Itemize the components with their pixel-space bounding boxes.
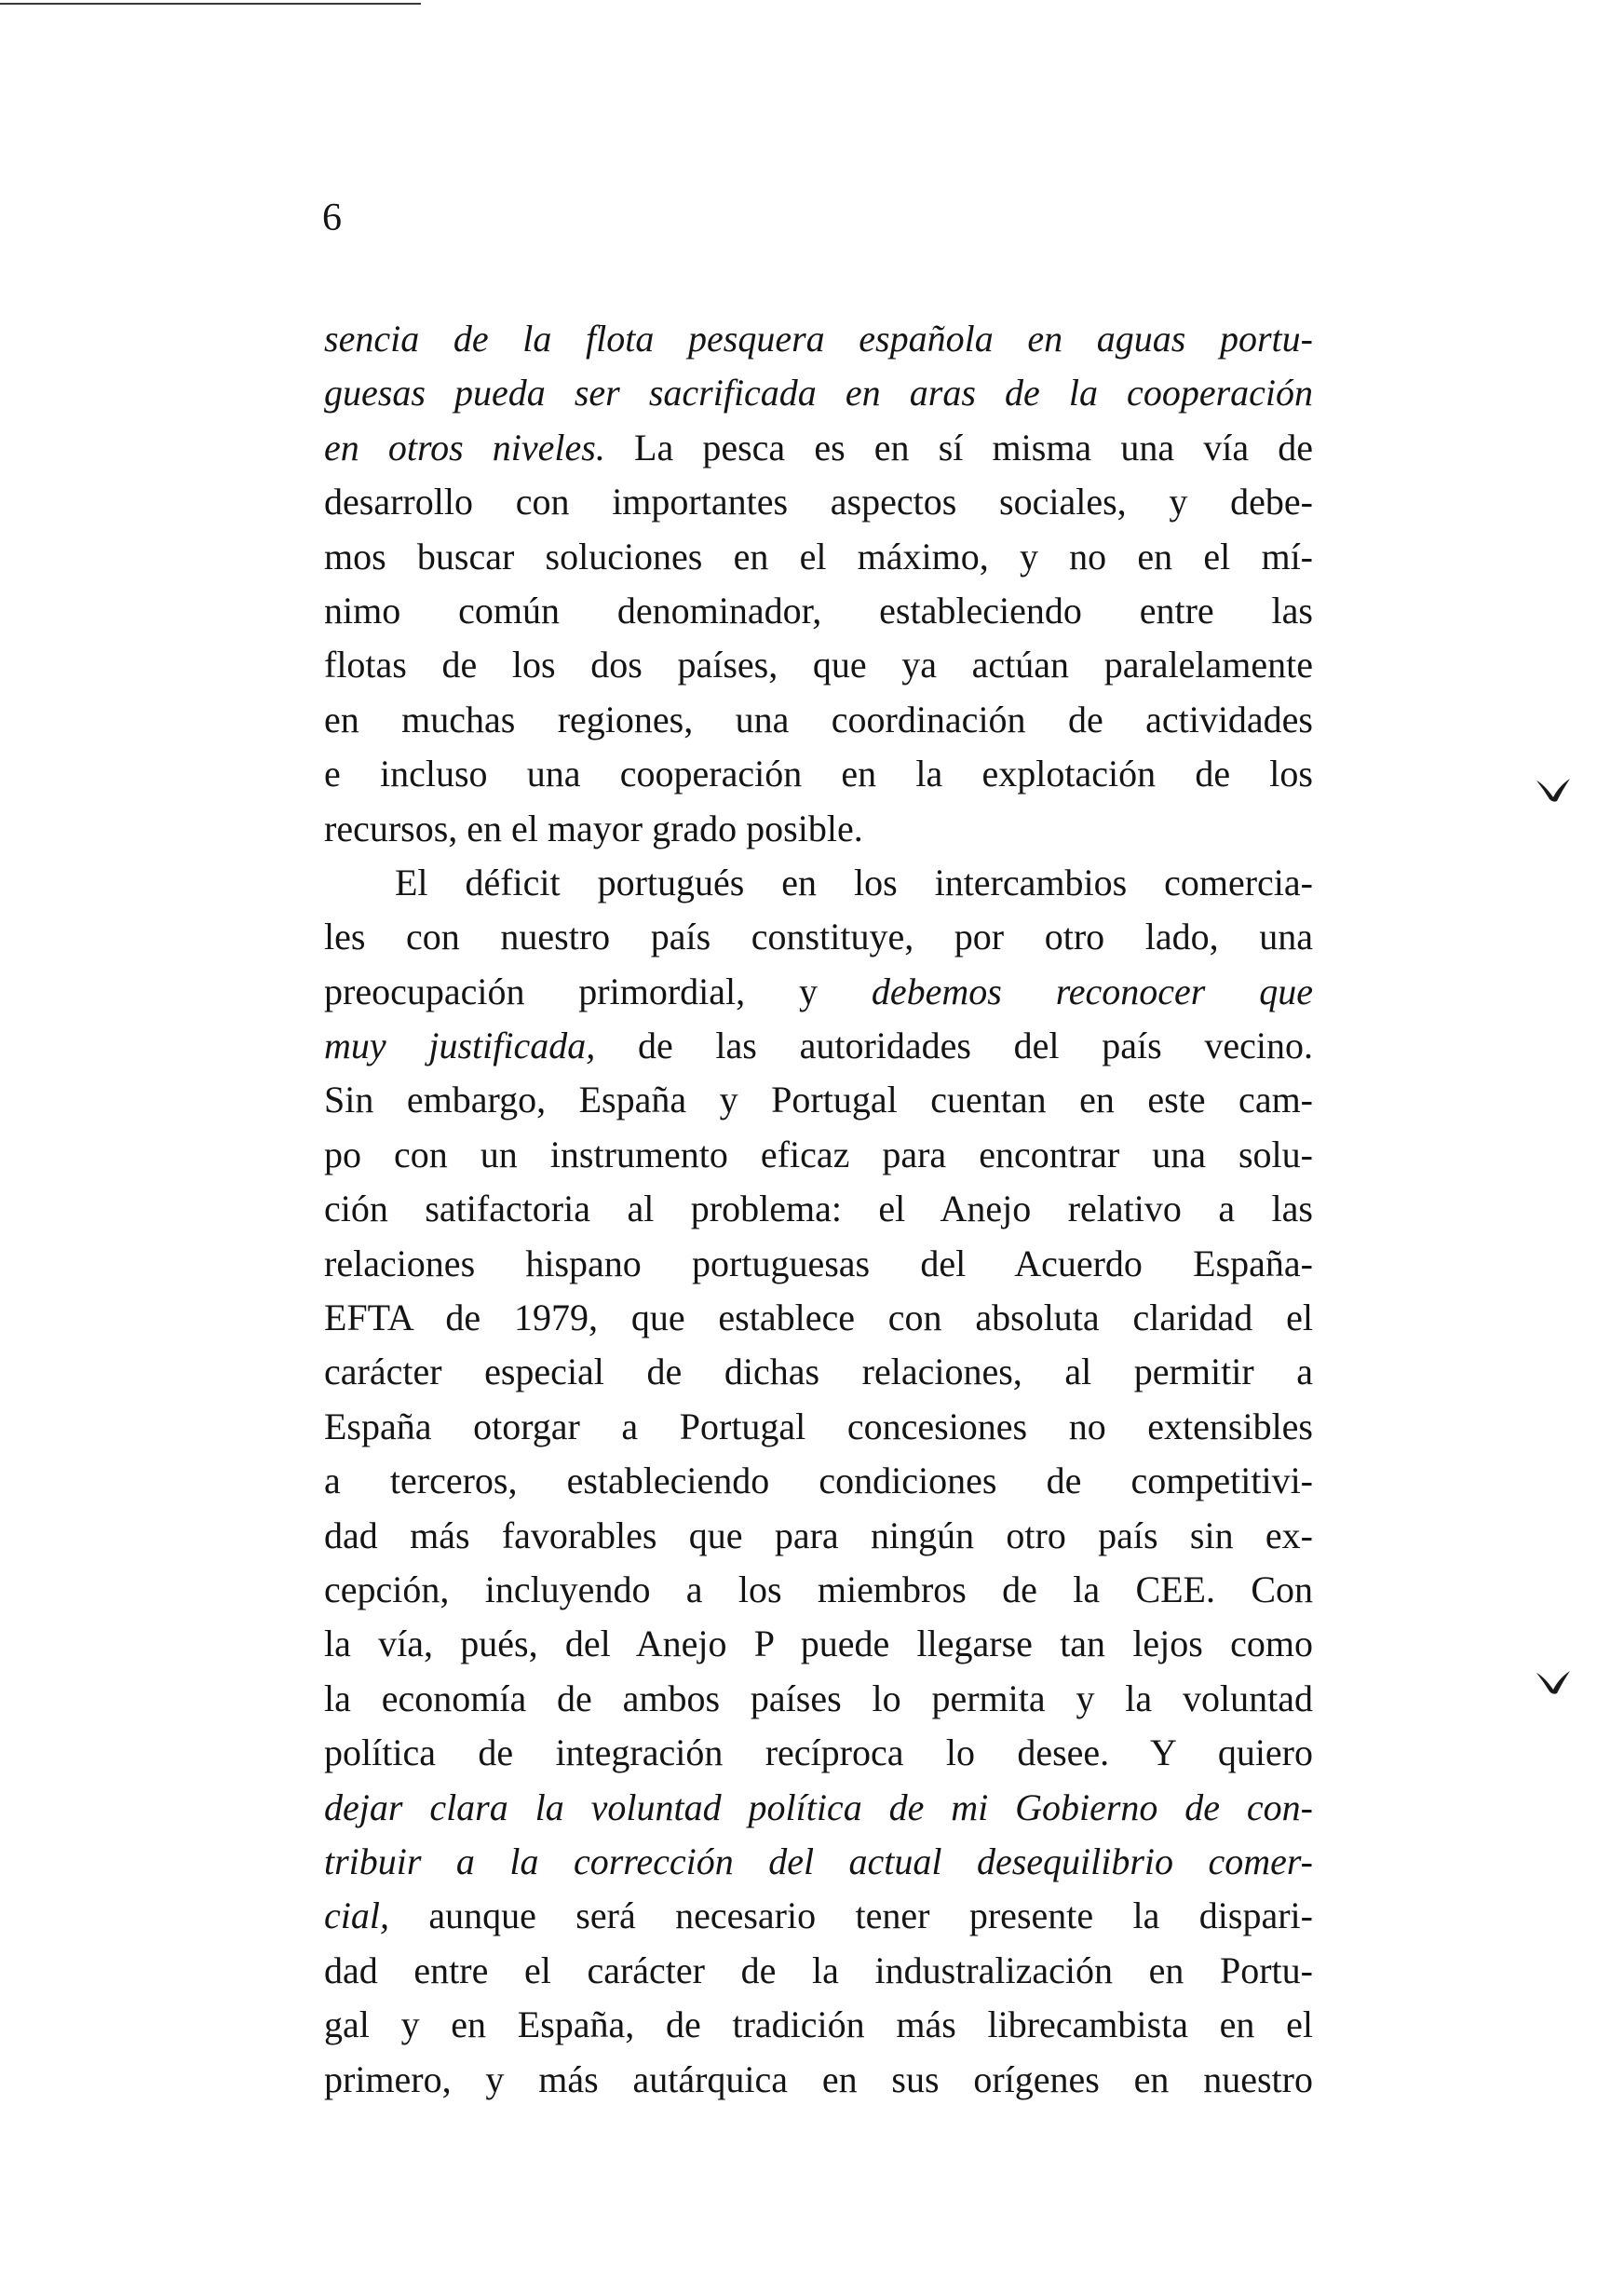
text-line	[324, 856, 1313, 910]
text-line	[324, 1400, 1313, 1454]
text-segment: cepción, incluyendo a los miembros de la CEE. Con	[324, 1568, 1313, 1610]
text-segment: carácter especial de dichas relaciones, al permitir a	[324, 1351, 1313, 1393]
text-segment: debemos reconocer que	[871, 970, 1313, 1012]
text-segment: a terceros, estableciendo condiciones de competitivi-	[324, 1460, 1313, 1502]
text-segment: dad más favorables que para ningún otro país sin ex-	[324, 1514, 1313, 1556]
text-segment: recursos, en el mayor grado posible.	[324, 807, 863, 849]
text-segment: la vía, pués, del Anejo P puede llegarse tan lejos como	[324, 1623, 1313, 1665]
text-segment: España otorgar a Portugal concesiones no extensibles	[324, 1405, 1313, 1447]
text-line	[324, 693, 1313, 747]
text-segment: ción satifactoria al problema: el Anejo relativo a las	[324, 1188, 1313, 1230]
text-line	[324, 1182, 1313, 1236]
text-line	[324, 910, 1313, 964]
text-line	[324, 584, 1313, 638]
text-segment: El déficit portugués en los intercambios comercia-	[395, 861, 1313, 903]
text-line	[324, 1672, 1313, 1726]
body-text	[324, 312, 1313, 2107]
text-line	[324, 747, 1313, 801]
text-line	[324, 1617, 1313, 1671]
text-line	[324, 638, 1313, 692]
text-segment: les con nuestro país constituye, por otro lado, una	[324, 916, 1313, 958]
text-segment: en muchas regiones, una coordinación de actividades	[324, 698, 1313, 740]
text-segment: en otros niveles.	[324, 426, 605, 469]
text-line	[324, 802, 1313, 856]
text-segment: dejar clara la voluntad política de mi Gobierno de con-	[324, 1786, 1313, 1828]
text-line	[324, 2053, 1313, 2107]
text-segment: cial,	[324, 1894, 389, 1937]
text-segment: aunque será necesario tener presente la dispari-	[388, 1894, 1313, 1937]
text-line	[324, 1781, 1313, 1835]
text-segment: dad entre el carácter de la industralización en Portu-	[324, 1949, 1313, 1991]
text-segment: política de integración recíproca lo desee. Y quiero	[324, 1731, 1313, 1774]
text-segment: gal y en España, de tradición más librecambista en el	[324, 2003, 1313, 2046]
text-line	[324, 475, 1313, 529]
text-segment: flotas de los dos países, que ya actúan paralelamente	[324, 644, 1313, 686]
page-number: 6	[322, 197, 342, 239]
text-line	[324, 1889, 1313, 1943]
text-line	[324, 1454, 1313, 1508]
text-line	[324, 421, 1313, 475]
margin-mark-icon	[1535, 1667, 1572, 1695]
top-rule	[0, 3, 421, 5]
text-segment: la economía de ambos países lo permita y la voluntad	[324, 1677, 1313, 1719]
text-line	[324, 1019, 1313, 1073]
text-line	[324, 366, 1313, 420]
text-segment: nimo común denominador, estableciendo entre las	[324, 589, 1313, 631]
text-segment: Sin embargo, España y Portugal cuentan en este cam-	[324, 1079, 1313, 1121]
text-line	[324, 1291, 1313, 1345]
text-line	[324, 1563, 1313, 1617]
text-line	[324, 965, 1313, 1019]
text-line	[324, 312, 1313, 366]
text-segment: La pesca es en sí misma una vía de	[604, 426, 1313, 469]
text-segment: sencia de la flota pesquera española en aguas portu-	[324, 318, 1313, 360]
text-line	[324, 1345, 1313, 1399]
margin-mark-icon	[1535, 775, 1572, 803]
text-line	[324, 1835, 1313, 1889]
text-line	[324, 1237, 1313, 1291]
text-segment: preocupación primordial, y	[324, 970, 872, 1012]
text-line	[324, 1509, 1313, 1563]
text-line	[324, 1944, 1313, 1998]
text-segment: guesas pueda ser sacrificada en aras de la cooperación	[324, 372, 1313, 414]
text-segment: e incluso una cooperación en la explotación de los	[324, 753, 1313, 795]
text-line	[324, 530, 1313, 584]
text-segment: mos buscar soluciones en el máximo, y no en el mí-	[324, 535, 1313, 577]
text-segment: relaciones hispano portuguesas del Acuerdo España-	[324, 1242, 1313, 1284]
text-line	[324, 1073, 1313, 1127]
text-segment: po con un instrumento eficaz para encontrar una solu-	[324, 1133, 1313, 1175]
text-segment: tribuir a la corrección del actual desequilibrio comer-	[324, 1840, 1313, 1882]
text-line	[324, 1128, 1313, 1182]
text-segment: muy justificada,	[324, 1025, 596, 1067]
text-line	[324, 1726, 1313, 1780]
text-segment: desarrollo con importantes aspectos sociales, y debe-	[324, 481, 1313, 523]
text-segment: de las autoridades del país vecino.	[595, 1025, 1313, 1067]
text-line	[324, 1998, 1313, 2052]
text-segment: primero, y más autárquica en sus orígenes en nuestro	[324, 2057, 1313, 2100]
text-segment: EFTA de 1979, que establece con absoluta claridad el	[324, 1297, 1313, 1339]
